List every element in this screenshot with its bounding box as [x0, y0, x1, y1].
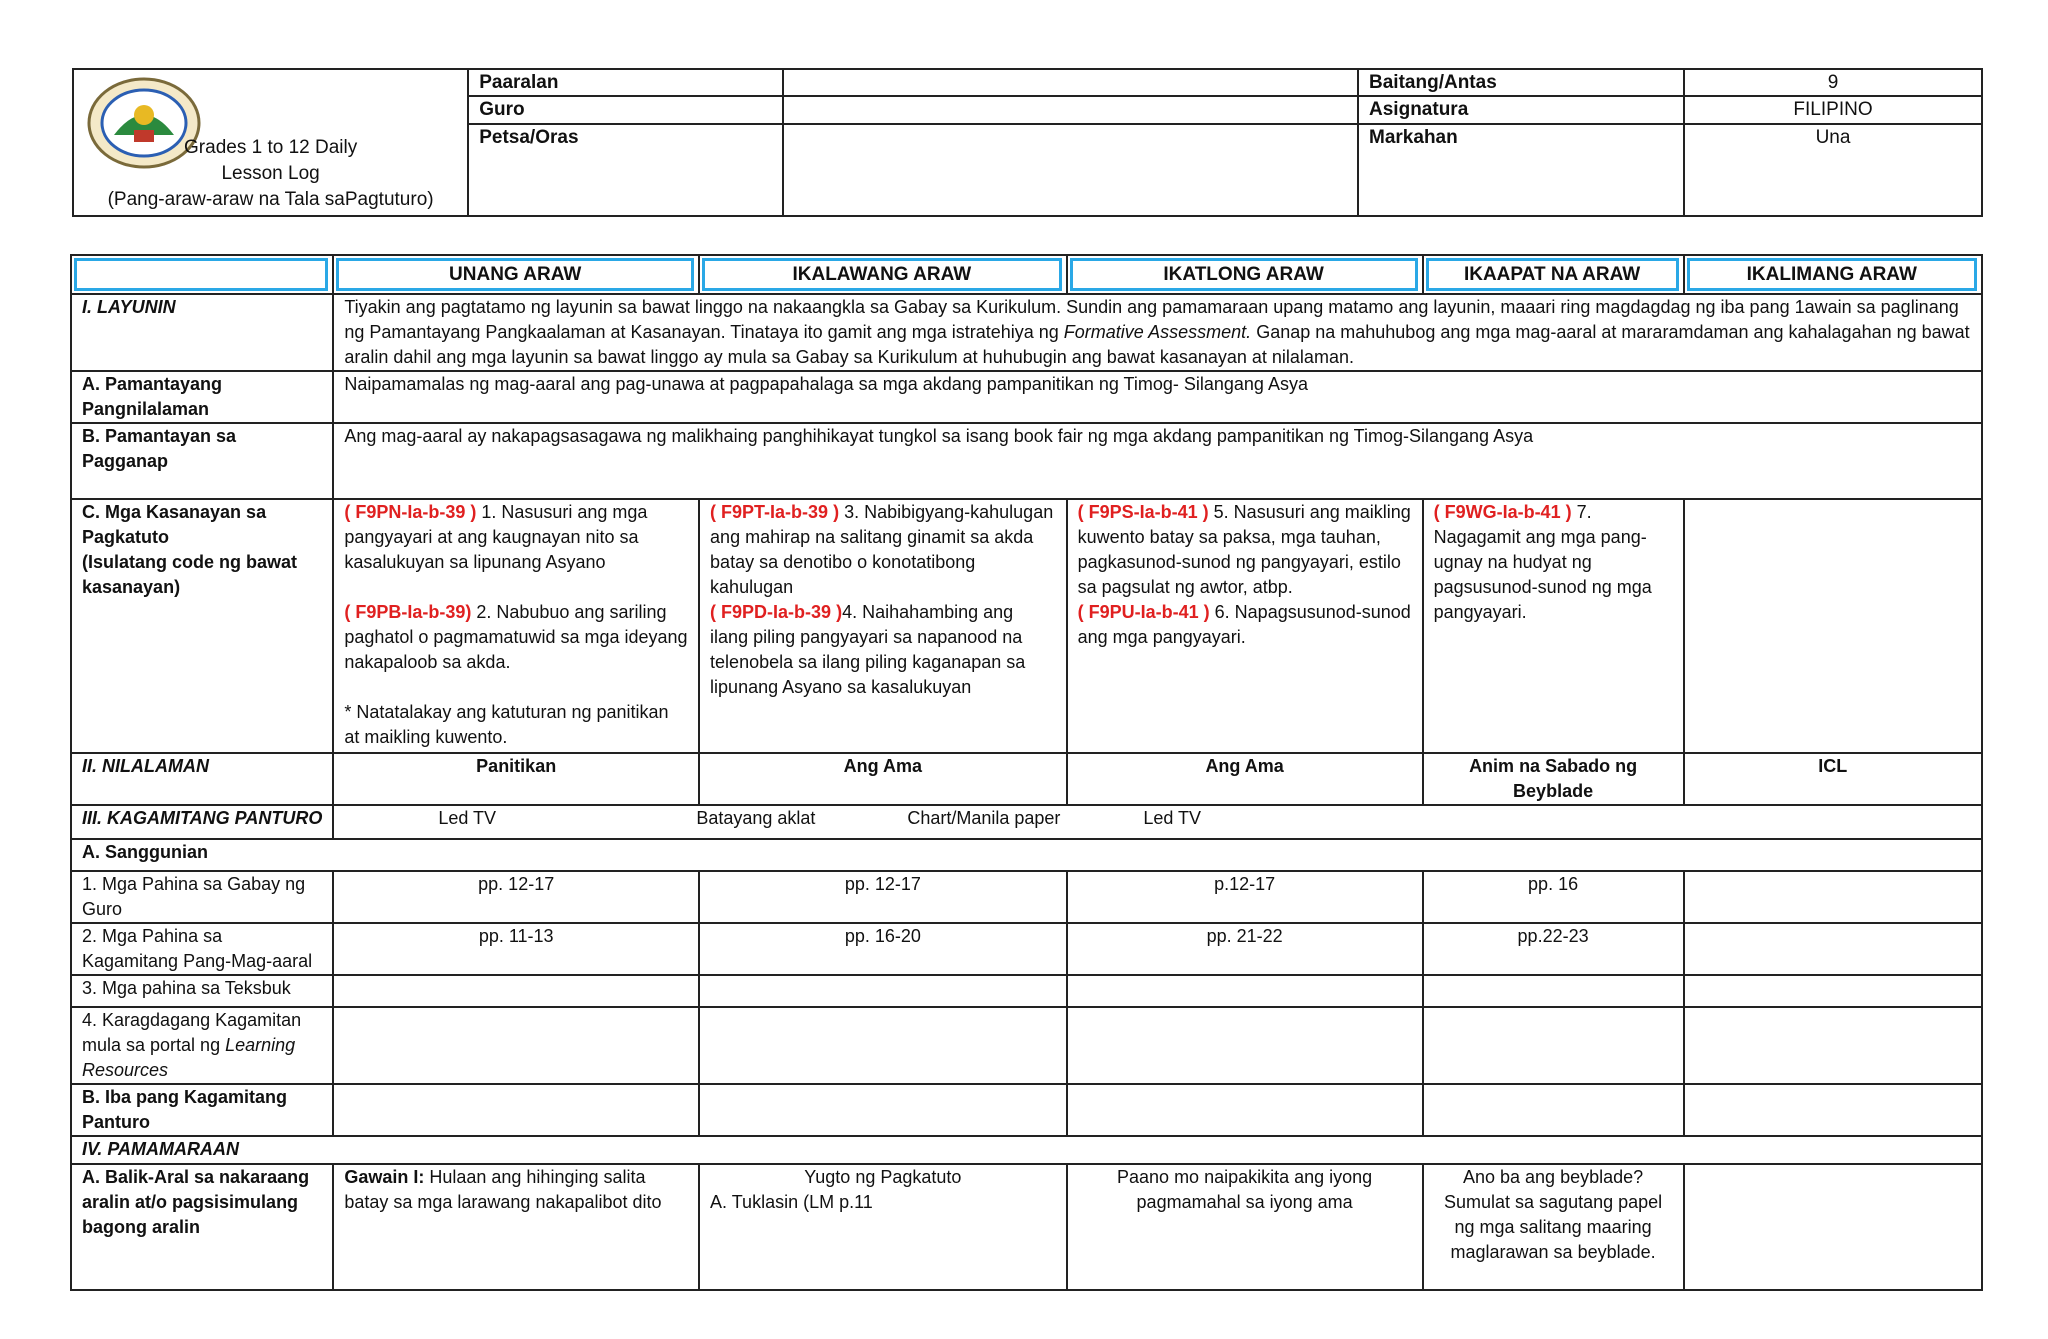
layunin-row: [71, 294, 1982, 371]
sanggunian-row: [71, 839, 1982, 871]
sanggunian-label: A. Sanggunian: [71, 839, 1982, 871]
pamantayan-pagganap-row: [71, 423, 1982, 499]
balik-aral-row: [71, 1164, 1982, 1290]
kasanayan-row: [71, 499, 1982, 753]
balik-aral-day-1: Gawain I: Hulaan ang hihinging salita batay sa mga larawang nakapalibot dito: [333, 1164, 699, 1290]
gabay-day-1: pp. 12-17: [333, 871, 699, 923]
pamantayan-pagganap-label: B. Pamantayan sa Pagganap: [71, 423, 333, 499]
pamantayang-pangnilalaman-label: A. Pamantayang Pangnilalaman: [71, 371, 333, 423]
pamantayan-pagganap-text: Ang mag-aaral ay nakapagsasagawa ng malikhaing panghihikayat tungkol sa isang book fair ng mga akdang pampanitikan ng Timog-Silangang Asya: [333, 423, 1982, 499]
nilalaman-row: [71, 753, 1982, 805]
nilalaman-day-1: Panitikan: [333, 753, 699, 805]
kagamitan-item: Batayang aklat: [696, 808, 816, 828]
paaralan-field[interactable]: [783, 69, 1358, 96]
petsa-label: Petsa/Oras: [468, 124, 783, 216]
nilalaman-day-2: Ang Ama: [699, 753, 1067, 805]
kasanayan-day-4: ( F9WG-Ia-b-41 ) 7. Nagagamit ang mga pang-ugnay na hudyat ng pagsusunod-sunod ng mga pangyayari.: [1423, 499, 1684, 753]
code-f9ps: ( F9PS-Ia-b-41 ): [1077, 502, 1209, 522]
gabay-row: [71, 871, 1982, 923]
kasanayan-day-3: ( F9PS-Ia-b-41 ) 5. Nasusuri ang maikling kuwento batay sa paksa, mga tauhan, pagkasunod-sunod ng pangyayari, estilo sa pagsulat ng awtor, atbp. ( F9PU-Ia-b-41 ) 6. Napagsusunod-sunod ang mga pangyayari.: [1067, 499, 1423, 753]
kasanayan-label: C. Mga Kasanayan sa Pagkatuto (Isulatang code ng bawat kasanayan): [71, 499, 333, 753]
markahan-value: Una: [1684, 124, 1982, 216]
kagamitang-mag-aaral-day-3: pp. 21-22: [1067, 923, 1423, 975]
gabay-day-2: pp. 12-17: [699, 871, 1067, 923]
balik-aral-day-2: Yugto ng Pagkatuto A. Tuklasin (LM p.11: [699, 1164, 1067, 1290]
guro-field[interactable]: [783, 96, 1358, 124]
day-header-2: IKALAWANG ARAW: [699, 255, 1067, 294]
pamantayang-pangnilalaman-row: [71, 371, 1982, 423]
kagamitang-mag-aaral-day-4: pp.22-23: [1423, 923, 1684, 975]
paaralan-label: Paaralan: [468, 69, 783, 96]
iba-pang-row: [71, 1084, 1982, 1136]
gabay-day-4: pp. 16: [1423, 871, 1684, 923]
baitang-label: Baitang/Antas: [1358, 69, 1684, 96]
kagamitang-mag-aaral-day-5: [1684, 923, 1982, 975]
iba-pang-label: B. Iba pang Kagamitang Panturo: [71, 1084, 333, 1136]
pamamaraan-row: [71, 1136, 1982, 1164]
code-f9pb: ( F9PB-Ia-b-39): [344, 602, 472, 622]
layunin-label: I. LAYUNIN: [71, 294, 333, 371]
day-header-4: IKAAPAT NA ARAW: [1423, 255, 1684, 294]
kagamitan-row: [71, 805, 1982, 839]
code-f9pt: ( F9PT-Ia-b-39 ): [710, 502, 840, 522]
pamantayang-pangnilalaman-text: Naipamamalas ng mag-aaral ang pag-unawa at pagpapahalaga sa mga akdang pampanitikan ng Timog- Silangang Asya: [333, 371, 1982, 423]
baitang-value: 9: [1684, 69, 1982, 96]
asignatura-label: Asignatura: [1358, 96, 1684, 124]
balik-aral-label: A. Balik-Aral sa nakaraang aralin at/o pagsisimulang bagong aralin: [71, 1164, 333, 1290]
teksbuk-row: [71, 975, 1982, 1007]
kagamitang-mag-aaral-day-2: pp. 16-20: [699, 923, 1067, 975]
code-f9pd: ( F9PD-Ia-b-39 ): [710, 602, 843, 622]
day-header-5: IKALIMANG ARAW: [1684, 255, 1982, 294]
code-f9pu: ( F9PU-Ia-b-41 ): [1077, 602, 1210, 622]
day-header-1: UNANG ARAW: [333, 255, 699, 294]
lesson-log-title: Grades 1 to 12 Daily Lesson Log (Pang-araw-araw na Tala saPagtuturo): [107, 137, 434, 210]
code-f9wg: ( F9WG-Ia-b-41 ): [1433, 502, 1572, 522]
kagamitan-item: Led TV: [438, 808, 497, 828]
balik-aral-day-5: [1684, 1164, 1982, 1290]
nilalaman-label: II. NILALAMAN: [71, 753, 333, 805]
header-table: [72, 68, 1983, 217]
asignatura-value: FILIPINO: [1684, 96, 1982, 124]
markahan-label: Markahan: [1358, 124, 1684, 216]
gabay-label: 1. Mga Pahina sa Gabay ng Guro: [71, 871, 333, 923]
day-header-3: IKATLONG ARAW: [1067, 255, 1423, 294]
nilalaman-day-3: Ang Ama: [1067, 753, 1423, 805]
kasanayan-day-1: ( F9PN-Ia-b-39 ) 1. Nasusuri ang mga pangyayari at ang kaugnayan nito sa kasalukuyan sa lipunang Asyano ( F9PB-Ia-b-39) 2. Nabubuo ang sariling paghatol o pagmamatuwid sa mga ideyang nakapaloob sa akda. * Natatalakay ang katuturan ng panitikan at maikling kuwento.: [333, 499, 699, 753]
code-f9pn: ( F9PN-Ia-b-39 ): [344, 502, 477, 522]
gabay-day-5: [1684, 871, 1982, 923]
balik-aral-day-3: Paano mo naipakikita ang iyong pagmamahal sa iyong ama: [1067, 1164, 1423, 1290]
kagamitan-items: [333, 805, 1982, 839]
petsa-field[interactable]: [783, 124, 1358, 216]
kasanayan-day-5: [1684, 499, 1982, 753]
kagamitan-label: III. KAGAMITANG PANTURO: [71, 805, 333, 839]
kagamitan-item: Chart/Manila paper: [907, 808, 1061, 828]
balik-aral-day-4: Ano ba ang beyblade? Sumulat sa sagutang papel ng mga salitang maaring maglarawan sa beyblade.: [1423, 1164, 1684, 1290]
kagamitang-mag-aaral-label: 2. Mga Pahina sa Kagamitang Pang-Mag-aaral: [71, 923, 333, 975]
karagdagang-row: [71, 1007, 1982, 1084]
kagamitan-item: Led TV: [1143, 808, 1202, 828]
corner-cell: [71, 255, 333, 294]
gabay-day-3: p.12-17: [1067, 871, 1423, 923]
nilalaman-day-4: Anim na Sabado ng Beyblade: [1423, 753, 1684, 805]
layunin-text: Tiyakin ang pagtatamo ng layunin sa bawat linggo na nakaangkla sa Gabay sa Kurikulum. Sundin ang pamamaraan upang matamo ang layunin, maaari ring magdagdag ng iba pang 1awain sa paglinang ng Pamantayang Pangkaalaman at Kasanayan. Tinataya ito gamit ang mga istratehiya ng Formative Assessment. Ganap na mahuhubog ang mga mag-aaral at mararamdaman ang kahalagahan ng bawat aralin dahil ang mga layunin sa bawat linggo ay mula sa Gabay sa Kurikulum at huhubugin ang bawat kasanayan at nilalaman.: [333, 294, 1982, 371]
nilalaman-day-5: ICL: [1684, 753, 1982, 805]
guro-label: Guro: [468, 96, 783, 124]
logo-cell: [73, 69, 468, 216]
pamamaraan-label: IV. PAMAMARAAN: [71, 1136, 1982, 1164]
lesson-plan-table: [70, 254, 1983, 1291]
kasanayan-day-2: ( F9PT-Ia-b-39 ) 3. Nabibigyang-kahulugan ang mahirap na salitang ginamit sa akda batay sa denotibo o konotatibong kahulugan ( F9PD-Ia-b-39 )4. Naihahambing ang ilang piling pangyayari sa napanood na telenobela sa ilang piling kaganapan sa lipunang Asyano sa kasalukuyan: [699, 499, 1067, 753]
kagamitang-mag-aaral-row: [71, 923, 1982, 975]
karagdagang-label: 4. Karagdagang Kagamitan mula sa portal ng Learning Resources: [71, 1007, 333, 1084]
kagamitang-mag-aaral-day-1: pp. 11-13: [333, 923, 699, 975]
teksbuk-label: 3. Mga pahina sa Teksbuk: [71, 975, 333, 1007]
